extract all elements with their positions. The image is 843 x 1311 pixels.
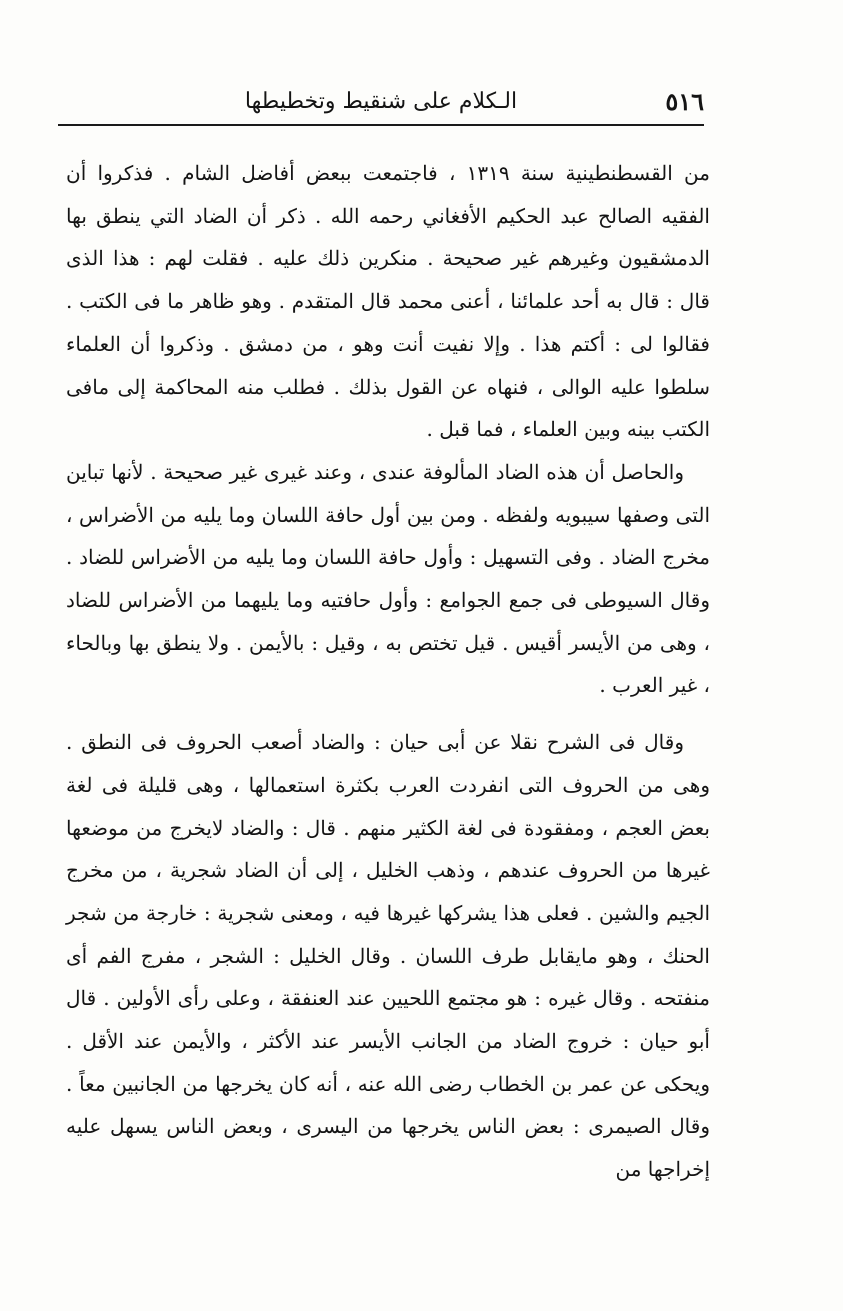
paragraph: والحاصل أن هذه الضاد المألوفة عندى ، وعند غيرى غير صحيحة . لأنها تباين التى وصفها سيبويه ولفظه . ومن بين أول حافة اللسان وما يليه من الأضراس ، مخرج الضاد . وفى التسهيل : وأول حافة اللسان وما يليه من الأضراس للضاد . وقال السيوطى فى جمع الجوامع : وأول حافتيه وما يليهما من الأضراس للضاد ، وهى من الأيسر أقيس . قيل تختص به ، وقيل : بالأيمن . ولا ينطق بها وبالحاء ، غير العرب . — [66, 459, 710, 698]
page-header — [58, 86, 704, 122]
page-number: ٥١٦ — [665, 87, 704, 116]
running-title: الـكلام على شنقيط وتخطيطها — [244, 89, 518, 114]
paragraph: وقال فى الشرح نقلا عن أبى حيان : والضاد أصعب الحروف فى النطق . وهى من الحروف التى انفردت العرب بكثرة استعمالها ، وهى قليلة فى لغة بعض العجم ، ومفقودة فى لغة الكثير منهم . قال : والضاد لايخرج من موضعها غيرها من الحروف عندهم ، وذهب الخليل ، إلى أن الضاد شجرية ، من مخرج الجيم والشين . فعلى هذا يشركها غيرها فيه ، ومعنى شجرية : خارجة من شجر الحنك ، وهو مايقابل طرف اللسان . وقال الخليل : الشجر ، مفرج الفم أى منفتحه . وقال غيره : هو مجتمع اللحيين عند العنفقة ، وعلى رأى الأولين . قال أبو حيان : خروج الضاد من الجانب الأيسر عند الأكثر ، والأيمن عند الأقل . ويحكى عن عمر بن الخطاب رضى الله عنه ، أنه كان يخرجها من الجانبين معاً . وقال الصيمرى : بعض الناس يخرجها من اليسرى ، وبعض الناس يسهل عليه إخراجها من — [66, 730, 710, 1182]
page-body — [66, 152, 710, 1191]
paragraph: من القسطنطينية سنة ١٣١٩ ، فاجتمعت ببعض أفاضل الشام . فذكروا أن الفقيه الصالح عبد الحكيم الأفغاني رحمه الله . ذكر أن الضاد التي ينطق بها الدمشقيون وغيرهم غير صحيحة . منكرين ذلك عليه . فقلت لهم : هذا الذى قال : قال به أحد علمائنا ، أعنى محمد قال المتقدم . وهو ظاهر ما فى الكتب . فقالوا لى : أكتم هذا . وإلا نفيت أنت وهو ، من دمشق . وذكروا أن العلماء سلطوا عليه الوالى ، فنهاه عن القول بذلك . فطلب منه المحاكمة إلى مافى الكتب بينه وبين العلماء ، فما قبل . — [66, 161, 711, 442]
header-rule — [58, 124, 704, 126]
